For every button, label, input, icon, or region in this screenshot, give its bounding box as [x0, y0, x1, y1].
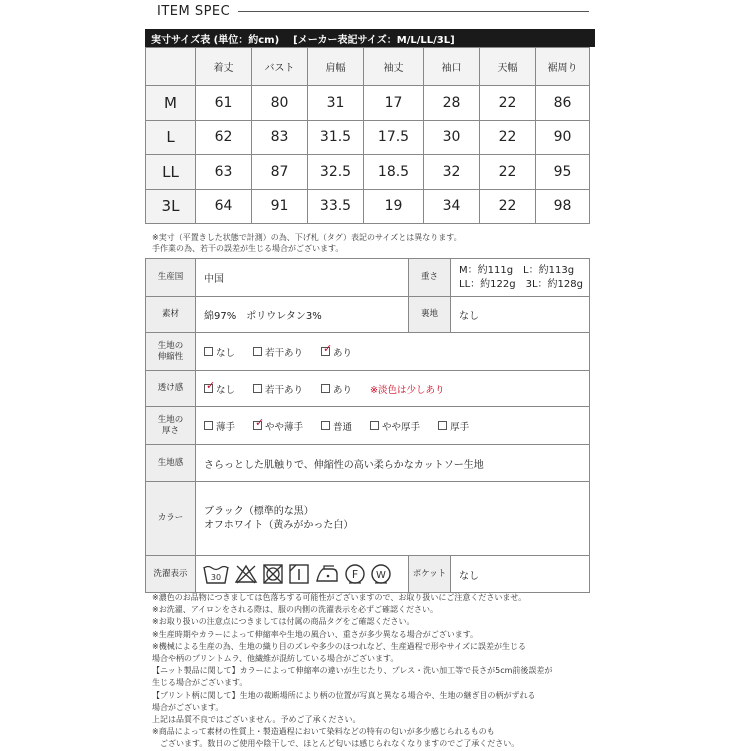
stretch-option-slight: 若干あり [253, 345, 303, 359]
size-value: 62 [196, 120, 252, 155]
size-label: 3L [146, 189, 196, 224]
pocket-label: ポケット [409, 556, 451, 593]
sheer-option-yes: あり [321, 382, 352, 396]
table-row [146, 120, 590, 155]
size-value: 17 [364, 86, 424, 121]
texture-value: さらっとした肌触りで、伸縮性の高い柔らかなカットソー生地 [196, 445, 590, 482]
sheer-options [196, 371, 590, 407]
material-value: 綿97% ポリウレタン3% [196, 297, 409, 333]
size-note-line: ※実寸（平置きした状態で計測）の為、下げ札（タグ）表記のサイズとは異なります。 [152, 233, 462, 242]
spec-row-sheer [146, 371, 590, 407]
wet-clean-letter: W [376, 570, 386, 581]
origin-value: 中国 [196, 259, 409, 297]
notes [152, 592, 592, 751]
size-value: 30 [424, 120, 480, 155]
note-line: ※生産時期やカラーによって伸縮率や生地の風合い、重さが多少異なる場合がございます。 [152, 629, 479, 639]
table-row [146, 189, 590, 224]
color-line-2: オフホワイト（黄みがかった白） [204, 519, 354, 531]
color-value [196, 482, 590, 556]
stretch-label-line-1: 生地の [157, 340, 184, 351]
checked-checkbox-icon: ✓ [255, 416, 265, 429]
note-line: 生じる場合がございます。 [152, 678, 248, 688]
note-line: 【プリント柄に関して】生地の裁断場所により柄の位置が写真と異なる場合や、生地の継ぎ目の柄がずれる [152, 690, 536, 700]
table-row [146, 86, 590, 121]
size-value: 17.5 [364, 120, 424, 155]
spec-row-color [146, 482, 590, 556]
note-line: 場合がございます。 [152, 702, 224, 712]
size-value: 22 [480, 120, 536, 155]
note-line: ※濃色のお品物につきましては色落ちする可能性がございますので、お取り扱いにご注意くださいませ。 [152, 593, 527, 602]
dry-clean-icon [344, 563, 366, 585]
thickness-label-line-1: 生地の [157, 414, 184, 425]
material-label: 素材 [146, 297, 196, 333]
size-value: 31 [308, 86, 364, 121]
line-dry-shade-icon [288, 563, 310, 585]
size-value: 95 [536, 155, 590, 190]
size-table [145, 47, 590, 224]
weight-line-2: LL：約122g 3L：約128g [459, 278, 583, 290]
size-table-title-bar [145, 29, 595, 47]
size-value: 80 [252, 86, 308, 121]
spec-table [145, 258, 590, 593]
size-value: 91 [252, 189, 308, 224]
thickness-option-normal: 普通 [321, 419, 352, 433]
checkbox-icon [204, 421, 213, 430]
column-header: 袖丈 [364, 48, 424, 86]
checked-checkbox-icon: ✓ [323, 342, 333, 355]
column-header: バスト [252, 48, 308, 86]
corner-cell [146, 48, 196, 86]
spec-row-material [146, 297, 590, 333]
size-value: 90 [536, 120, 590, 155]
size-label: L [146, 120, 196, 155]
checkbox-icon [370, 421, 379, 430]
maker-size-label: [メーカー表記サイズ：M/L/LL/3L] [293, 34, 455, 46]
size-value: 19 [364, 189, 424, 224]
thickness-option-thick: 厚手 [438, 419, 469, 433]
size-value: 86 [536, 86, 590, 121]
table-row [146, 155, 590, 190]
dry-clean-letter: F [351, 568, 359, 581]
thickness-option-slightly-thick: やや厚手 [370, 419, 420, 433]
spec-row-thickness [146, 407, 590, 445]
sheer-note: ※淡色は少しあり [370, 384, 445, 396]
checkbox-icon [321, 384, 330, 393]
size-value: 32 [424, 155, 480, 190]
header-rule [238, 11, 589, 12]
checkbox-icon [204, 347, 213, 356]
note-line: ※お取り扱いの注意点につきましては付属の商品タグをご確認ください。 [152, 617, 415, 627]
column-header: 天幅 [480, 48, 536, 86]
note-line: 上記は品質不良ではございません。予めご了承ください。 [152, 715, 361, 725]
item-spec-title: ITEM SPEC [157, 3, 231, 19]
column-header: 着丈 [196, 48, 252, 86]
note-line: 【ニット製品に関して】カラーによって伸縮率の違いが生じたり、プレス・洗い加工等で長さが5cm前後誤差が [152, 666, 553, 676]
weight-value [451, 259, 590, 297]
column-header: 袖口 [424, 48, 480, 86]
sheer-option-none: ✓ なし [206, 379, 236, 396]
spec-row-origin [146, 259, 590, 297]
size-table-title: 実寸サイズ表 (単位：約cm) [151, 34, 280, 46]
stretch-label [146, 333, 196, 371]
note-line: 場合や柄のプリントムラ、他繊維が混紡している場合がございます。 [152, 654, 399, 664]
note-line: ※お洗濯、アイロンをされる際は、服の内側の洗濯表示を必ずご確認ください。 [152, 605, 438, 615]
size-value: 87 [252, 155, 308, 190]
lining-value: なし [451, 297, 590, 333]
thickness-option-thin: 薄手 [204, 419, 235, 433]
stretch-option-none: なし [204, 345, 235, 359]
column-header: 裾周り [536, 48, 590, 86]
origin-label: 生産国 [146, 259, 196, 297]
size-value: 22 [480, 86, 536, 121]
checkbox-icon [253, 384, 262, 393]
note-line: ※機械による生産の為、生地の織り目のズレや多少のほつれなど、生産過程で形やサイズに誤差が生じる [152, 641, 527, 651]
thickness-option-slightly-thin: ✓ やや薄手 [255, 416, 304, 433]
checkbox-icon [253, 347, 262, 356]
note-line: ございます。数日のご使用や陰干しで、ほとんど匂いは感じられなくなりますのでご了承ください。 [152, 739, 520, 749]
thickness-label-line-2: 厚さ [161, 425, 179, 436]
checked-checkbox-icon: ✓ [206, 379, 216, 392]
stretch-label-line-2: 伸縮性 [157, 351, 184, 362]
wash-temp: 30 [210, 573, 222, 582]
lining-label: 裏地 [409, 297, 451, 333]
sheer-label: 透け感 [146, 371, 196, 407]
no-tumble-dry-icon [262, 563, 284, 585]
stretch-option-yes: ✓ あり [323, 342, 353, 359]
wash-tub-icon [202, 563, 230, 585]
care-label: 洗濯表示 [146, 556, 196, 593]
size-value: 83 [252, 120, 308, 155]
size-label: LL [146, 155, 196, 190]
size-value: 31.5 [308, 120, 364, 155]
size-value: 22 [480, 155, 536, 190]
size-value: 33.5 [308, 189, 364, 224]
stretch-options [196, 333, 590, 371]
note-line: ※商品によって素材の性質上・製造過程において染料などの特有の匂いが多少感じられるものも [152, 727, 495, 737]
item-spec-header [145, 0, 597, 22]
size-value: 32.5 [308, 155, 364, 190]
pocket-value: なし [451, 556, 590, 593]
size-value: 61 [196, 86, 252, 121]
size-value: 98 [536, 189, 590, 224]
thickness-options [196, 407, 590, 445]
color-line-1: ブラック（標準的な黒） [204, 505, 314, 517]
column-header: 肩幅 [308, 48, 364, 86]
color-label: カラー [146, 482, 196, 556]
size-value: 34 [424, 189, 480, 224]
size-value: 18.5 [364, 155, 424, 190]
wet-clean-icon [370, 563, 392, 585]
spec-row-care [146, 556, 590, 593]
size-value: 28 [424, 86, 480, 121]
spec-row-texture [146, 445, 590, 482]
care-symbols [196, 556, 409, 593]
checkbox-icon [321, 421, 330, 430]
size-label: M [146, 86, 196, 121]
size-value: 22 [480, 189, 536, 224]
no-bleach-icon [234, 563, 258, 585]
weight-label: 重さ [409, 259, 451, 297]
checkbox-icon [438, 421, 447, 430]
spec-row-stretch [146, 333, 590, 371]
thickness-label [146, 407, 196, 445]
size-value: 63 [196, 155, 252, 190]
weight-line-1: M：約111g L：約113g [459, 264, 575, 276]
size-table-header-row [146, 48, 590, 86]
size-note-line: 手作業の為、若干の誤差が生じる場合がございます。 [152, 244, 344, 253]
sheer-option-slight: 若干あり [253, 382, 303, 396]
size-value: 64 [196, 189, 252, 224]
texture-label: 生地感 [146, 445, 196, 482]
size-note [152, 232, 592, 254]
iron-icon [314, 563, 340, 585]
